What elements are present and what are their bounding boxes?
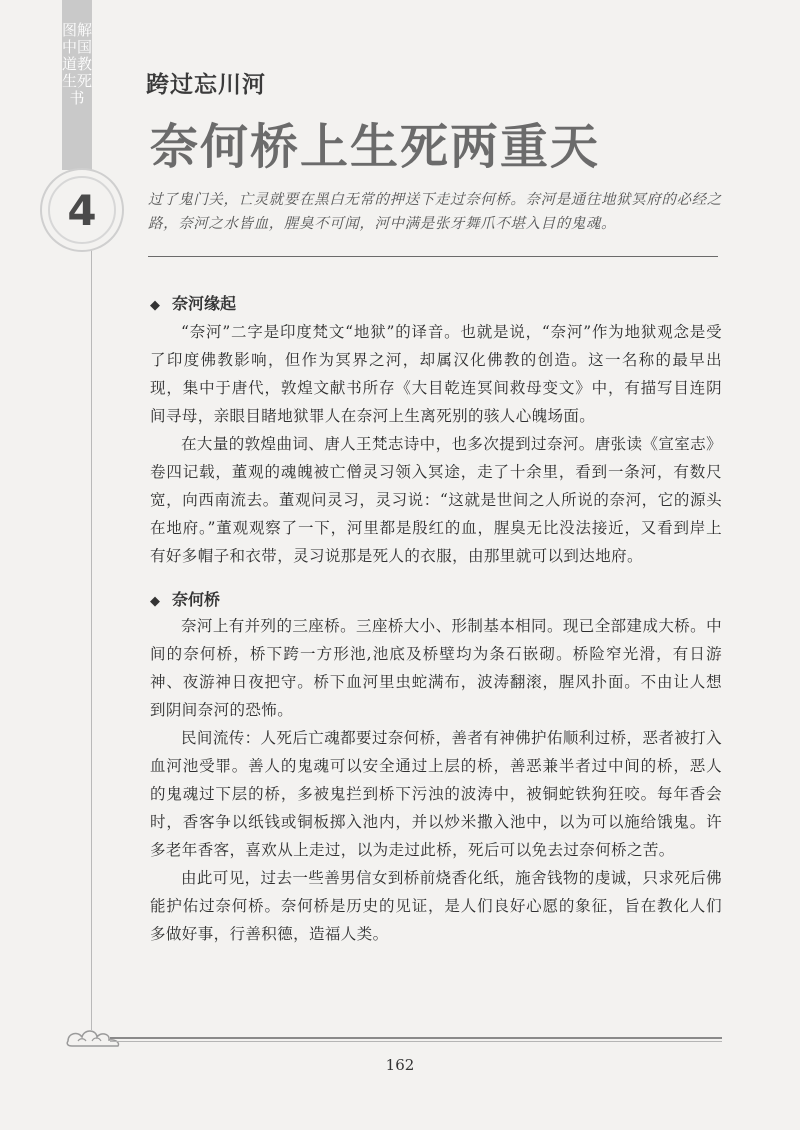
section-subtitle: 跨过忘川河 bbox=[146, 72, 266, 98]
diamond-bullet-icon: ◆ bbox=[150, 298, 160, 313]
chapter-number: 4 bbox=[67, 185, 97, 235]
paragraph: 民间流传：人死后亡魂都要过奈何桥，善者有神佛护佑顺利过桥，恶者被打入血河池受罪。善人的鬼魂可以安全通过上层的桥，善恶兼半者过中间的桥，恶人的鬼魂过下层的桥，多被鬼拦到桥下污浊的波涛中，被铜蛇铁狗狂咬。每年香会时，香客争以纸钱或铜板掷入池内，并以炒米撒入池中，以为可以施给饿鬼。许多老年香客，喜欢从上走过，以为走过此桥，死后可以免去过奈何桥之苦。 bbox=[150, 729, 722, 859]
section-heading-text: 奈何桥 bbox=[172, 590, 221, 609]
chapter-badge-inner bbox=[48, 176, 116, 244]
section-heading bbox=[150, 587, 220, 610]
paragraph: 在大量的敦煌曲词、唐人王梵志诗中，也多次提到过奈河。唐张读《宣室志》卷四记载，董观的魂魄被亡僧灵习领入冥途，走了十余里，看到一条河，有数尺宽，向西南流去。董观问灵习，灵习说：“这就是世间之人所说的奈河，它的源头在地府。”董观观察了一下，河里都是殷红的血，腥臭无比没法接近，又看到岸上有好多帽子和衣带，灵习说那是死人的衣服，由那里就可以到达地府。 bbox=[150, 435, 722, 565]
section-heading-text: 奈河缘起 bbox=[172, 294, 237, 313]
intro-text: 过了鬼门关，亡灵就要在黑白无常的押送下走过奈何桥。奈河是通往地狱冥府的必经之路，奈河之水皆血，腥臭不可闻，河中满是张牙舞爪不堪入目的鬼魂。 bbox=[148, 192, 722, 232]
margin-line bbox=[91, 170, 92, 1030]
paragraph: “奈河”二字是印度梵文“地狱”的译音。也就是说，“奈河”作为地狱观念是受了印度佛教影响，但作为冥界之河，却属汉化佛教的创造。这一名称的最早出现，集中于唐代，敦煌文献书所存《大目乾连冥间救母变文》中，有描写目连阴间寻母，亲眼目睹地狱罪人在奈河上生离死别的骇人心魄场面。 bbox=[150, 323, 722, 425]
series-title: 图解中国道教生死书 bbox=[62, 21, 93, 107]
footer-divider-thin bbox=[110, 1041, 722, 1042]
chapter-badge bbox=[40, 168, 124, 252]
footer-divider bbox=[110, 1037, 722, 1039]
page-number: 162 bbox=[385, 1056, 415, 1074]
paragraph: 由此可见，过去一些善男信女到桥前烧香化纸，施舍钱物的虔诚，只求死后佛能护佑过奈何桥。奈何桥是历史的见证，是人们良好心愿的象征，旨在教化人们多做好事，行善积德，造福人类。 bbox=[150, 869, 722, 943]
series-band bbox=[62, 0, 92, 170]
paragraph: 奈河上有并列的三座桥。三座桥大小、形制基本相同。现已全部建成大桥。中间的奈何桥，桥下跨一方形池,池底及桥壁均为条石嵌砌。桥险窄光滑，有日游神、夜游神日夜把守。桥下血河里虫蛇满布，波涛翻滚，腥风扑面。不由让人想到阴间奈河的恐怖。 bbox=[150, 617, 722, 719]
header-divider bbox=[148, 256, 718, 257]
page-title: 奈何桥上生死两重天 bbox=[150, 119, 601, 175]
diamond-bullet-icon: ◆ bbox=[150, 594, 160, 609]
section-heading bbox=[150, 291, 236, 314]
